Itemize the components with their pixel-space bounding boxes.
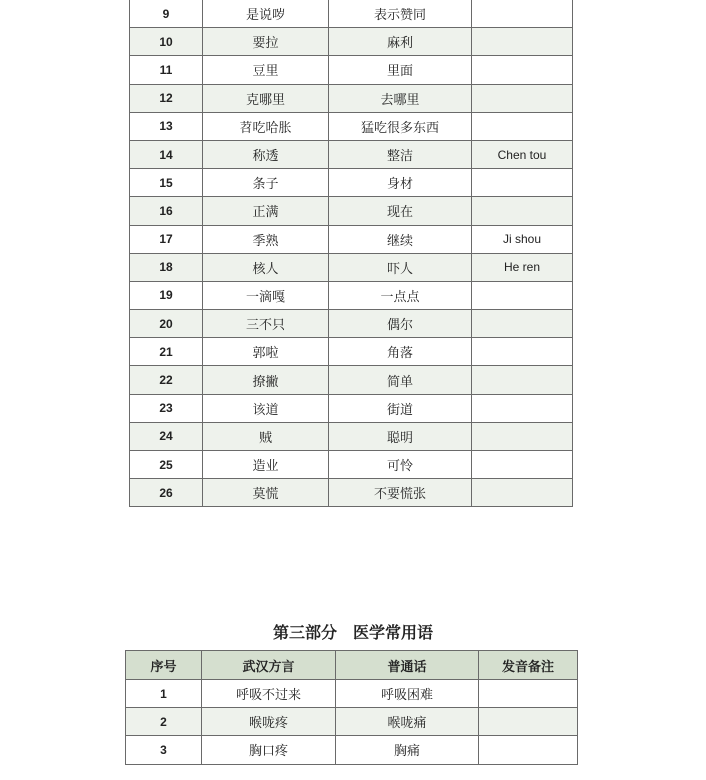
row-number: 14 [130,140,203,168]
table-row [130,394,573,422]
dialect-cell: 克哪里 [203,84,329,112]
dialect-cell: 核人 [203,253,329,281]
dialect-cell: 呼吸不过来 [202,680,336,708]
dialect-cell: 造业 [203,451,329,479]
mandarin-cell: 现在 [329,197,472,225]
table-row [130,451,573,479]
row-number: 13 [130,112,203,140]
row-number: 9 [130,0,203,28]
pronunciation-cell [472,422,573,450]
row-number: 1 [126,680,202,708]
mandarin-cell: 胸痛 [336,736,479,764]
mandarin-cell: 猛吃很多东西 [329,112,472,140]
mandarin-cell: 麻利 [329,28,472,56]
table-row [126,708,578,736]
pronunciation-cell [472,338,573,366]
header-dialect: 武汉方言 [202,651,336,680]
row-number: 16 [130,197,203,225]
row-number: 18 [130,253,203,281]
row-number: 20 [130,310,203,338]
dialect-cell: 季熟 [203,225,329,253]
row-number: 15 [130,169,203,197]
table-row [130,366,573,394]
row-number: 26 [130,479,203,507]
table-row [130,169,573,197]
row-number: 19 [130,281,203,309]
table-row [130,310,573,338]
pronunciation-cell [479,736,578,764]
pronunciation-cell [472,112,573,140]
mandarin-cell: 身材 [329,169,472,197]
table-row [130,281,573,309]
row-number: 22 [130,366,203,394]
medical-table-body [126,680,578,765]
pronunciation-cell [479,708,578,736]
mandarin-cell: 呼吸困难 [336,680,479,708]
mandarin-cell: 喉咙痛 [336,708,479,736]
table-row [130,422,573,450]
table-header [126,651,578,680]
table-row [130,56,573,84]
row-number: 17 [130,225,203,253]
mandarin-cell: 去哪里 [329,84,472,112]
dialect-table-general [129,0,573,507]
header-pronunciation: 发音备注 [479,651,578,680]
mandarin-cell: 可怜 [329,451,472,479]
dialect-cell: 撩撇 [203,366,329,394]
header-row [126,651,578,680]
table-row [130,84,573,112]
pronunciation-cell: He ren [472,253,573,281]
table-row [130,253,573,281]
header-number: 序号 [126,651,202,680]
section-title: 第三部分 医学常用语 [272,623,433,642]
pronunciation-cell [472,0,573,28]
row-number: 12 [130,84,203,112]
table-row [130,479,573,507]
mandarin-cell: 继续 [329,225,472,253]
dialect-cell: 条子 [203,169,329,197]
pronunciation-cell [472,84,573,112]
table-row [130,28,573,56]
dialect-cell: 莫慌 [203,479,329,507]
table-row [126,680,578,708]
pronunciation-cell: Chen tou [472,140,573,168]
mandarin-cell: 表示赞同 [329,0,472,28]
pronunciation-cell: Ji shou [472,225,573,253]
row-number: 11 [130,56,203,84]
row-number: 3 [126,736,202,764]
pronunciation-cell [472,366,573,394]
pronunciation-cell [472,310,573,338]
medical-terms-table [125,650,578,765]
mandarin-cell: 街道 [329,394,472,422]
table-row [130,197,573,225]
pronunciation-cell [472,169,573,197]
mandarin-cell: 一点点 [329,281,472,309]
dialect-table-body [130,0,573,507]
dialect-cell: 三不只 [203,310,329,338]
row-number: 10 [130,28,203,56]
dialect-cell: 豆里 [203,56,329,84]
pronunciation-cell [479,680,578,708]
dialect-cell: 胸口疼 [202,736,336,764]
mandarin-cell: 里面 [329,56,472,84]
table-row [130,112,573,140]
mandarin-cell: 偶尔 [329,310,472,338]
table-row [130,0,573,28]
dialect-cell: 郭啦 [203,338,329,366]
dialect-cell: 喉咙疼 [202,708,336,736]
pronunciation-cell [472,281,573,309]
row-number: 2 [126,708,202,736]
dialect-cell: 是说哕 [203,0,329,28]
dialect-cell: 苕吃哈胀 [203,112,329,140]
table-row [130,140,573,168]
pronunciation-cell [472,451,573,479]
row-number: 23 [130,394,203,422]
dialect-cell: 正满 [203,197,329,225]
mandarin-cell: 角落 [329,338,472,366]
mandarin-cell: 整洁 [329,140,472,168]
pronunciation-cell [472,394,573,422]
dialect-cell: 一滴嘎 [203,281,329,309]
pronunciation-cell [472,56,573,84]
dialect-cell: 称透 [203,140,329,168]
row-number: 25 [130,451,203,479]
pronunciation-cell [472,28,573,56]
mandarin-cell: 不要慌张 [329,479,472,507]
mandarin-cell: 简单 [329,366,472,394]
table-row [130,225,573,253]
pronunciation-cell [472,479,573,507]
dialect-cell: 要拉 [203,28,329,56]
dialect-cell: 贼 [203,422,329,450]
dialect-cell: 该道 [203,394,329,422]
mandarin-cell: 吓人 [329,253,472,281]
header-mandarin: 普通话 [336,651,479,680]
mandarin-cell: 聪明 [329,422,472,450]
table-row [126,736,578,764]
row-number: 24 [130,422,203,450]
table-row [130,338,573,366]
pronunciation-cell [472,197,573,225]
row-number: 21 [130,338,203,366]
